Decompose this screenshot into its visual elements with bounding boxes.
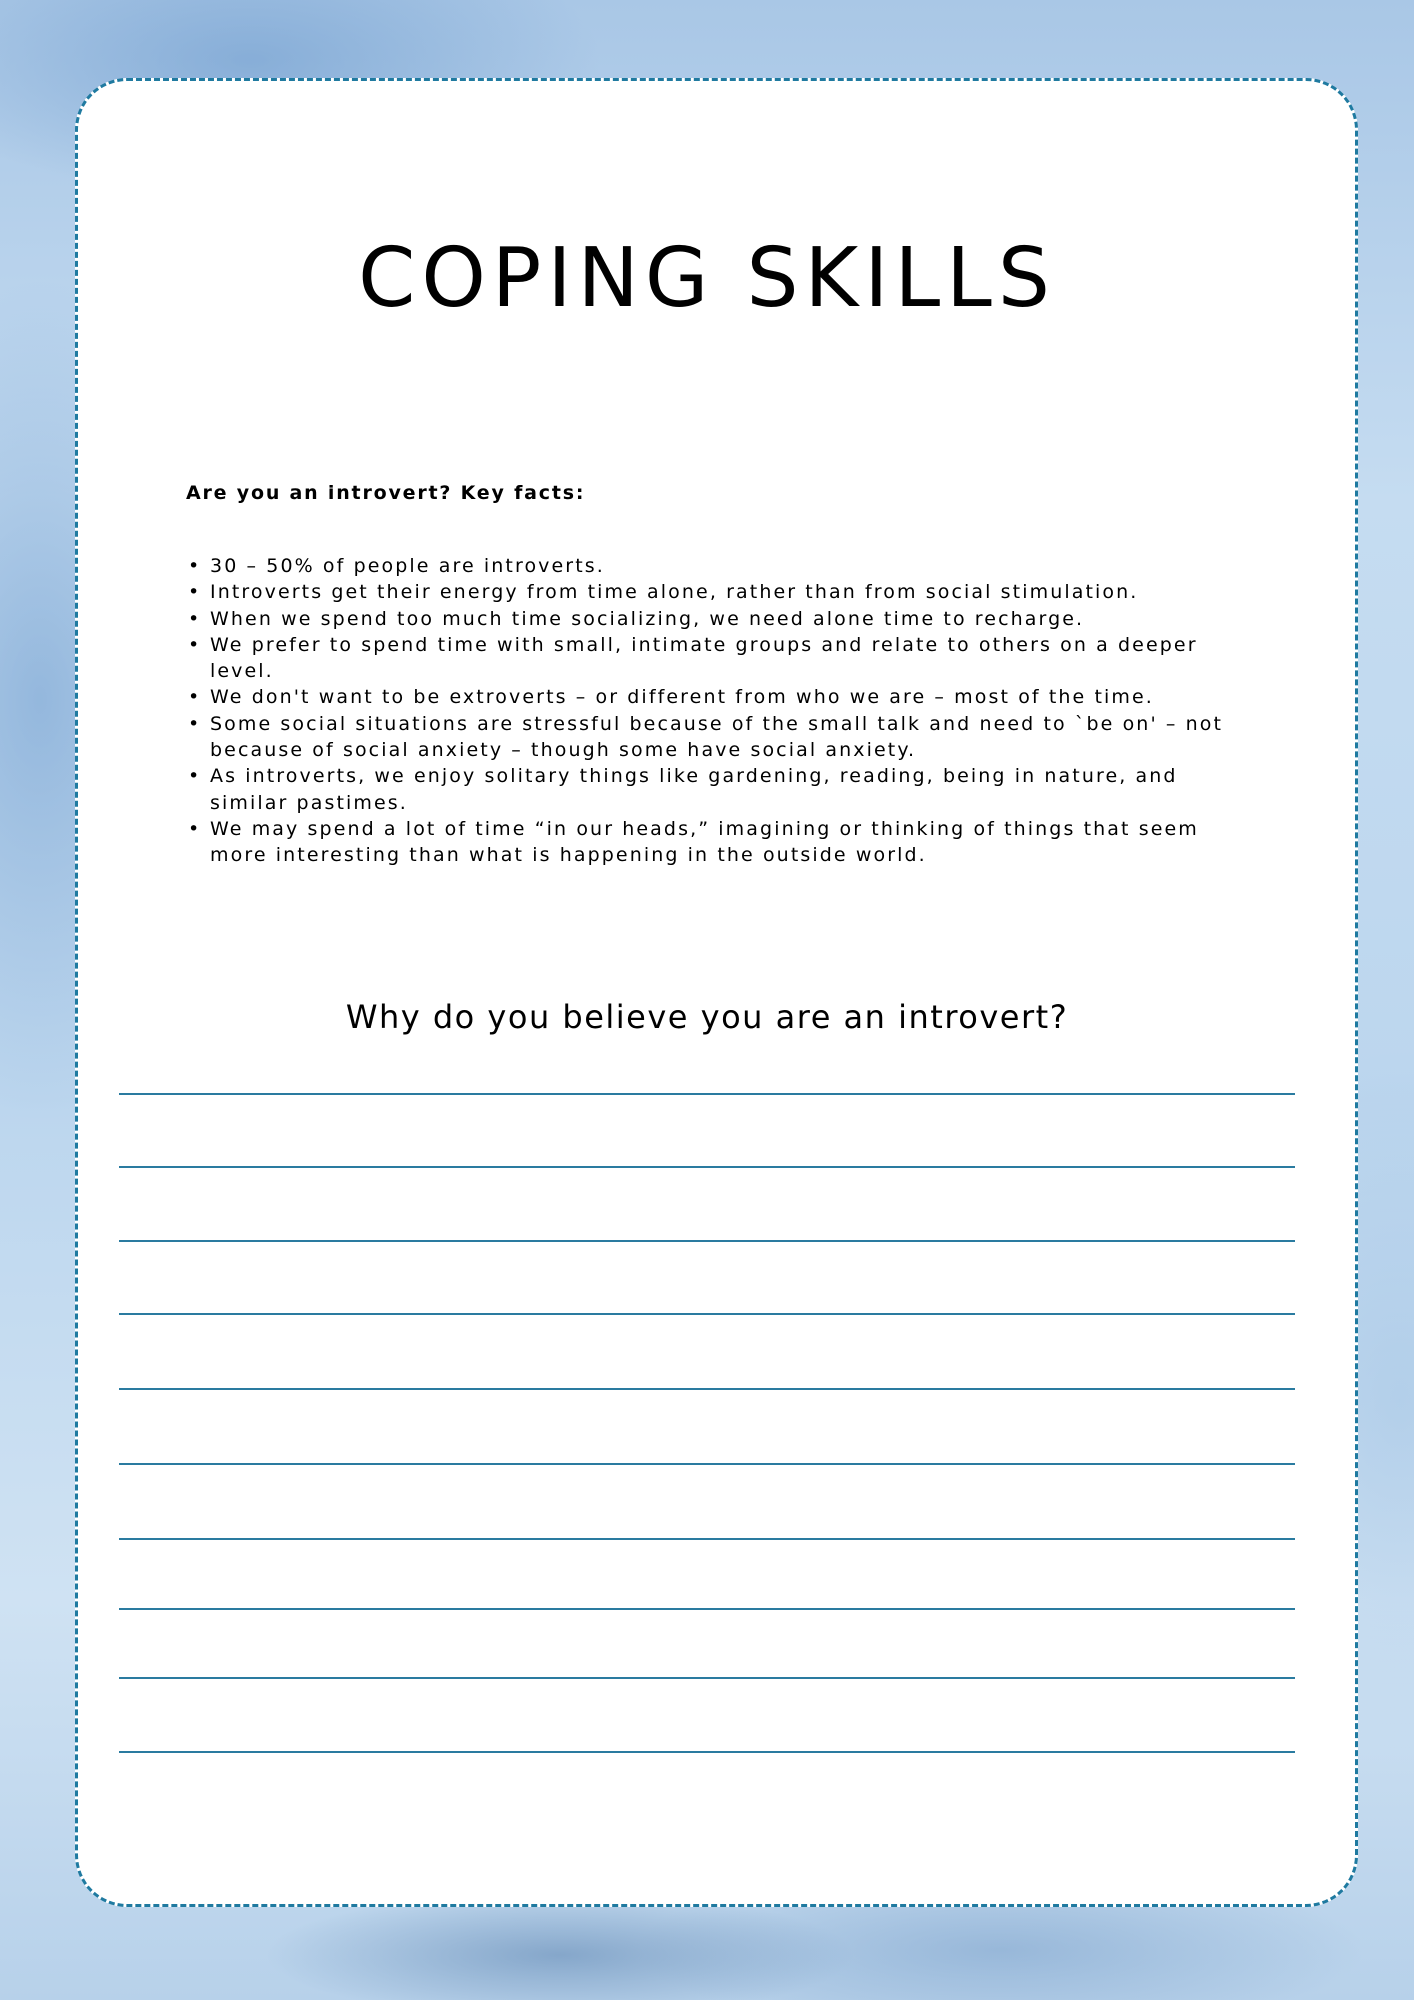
- answer-line[interactable]: [119, 1166, 1295, 1168]
- answer-line[interactable]: [119, 1388, 1295, 1390]
- fact-text: We prefer to spend time with small, intimate groups and relate to others on a deeper level.: [210, 633, 1198, 683]
- answer-line[interactable]: [119, 1608, 1295, 1610]
- fact-item: [188, 553, 1260, 579]
- answer-line[interactable]: [119, 1463, 1295, 1465]
- fact-item: [188, 816, 1260, 869]
- fact-item: [188, 711, 1260, 764]
- fact-text: Some social situations are stressful because of the small talk and need to `be on' – not because of social anxiety – though some have social anxiety.: [210, 712, 1224, 762]
- fact-item: [188, 684, 1260, 710]
- fact-text: Introverts get their energy from time alone, rather than from social stimulation.: [210, 581, 1139, 604]
- fact-item: [188, 763, 1260, 816]
- worksheet-card: [75, 78, 1358, 1907]
- answer-line[interactable]: [119, 1538, 1295, 1540]
- question-prompt: Why do you believe you are an introvert?: [345, 998, 1069, 1036]
- fact-text: When we spend too much time socializing, we need alone time to recharge.: [210, 607, 1085, 630]
- fact-text: We don't want to be extroverts – or different from who we are – most of the time.: [210, 686, 1154, 709]
- answer-line[interactable]: [119, 1093, 1295, 1095]
- bullet-icon: •: [188, 765, 202, 788]
- bullet-icon: •: [188, 712, 202, 735]
- bullet-icon: •: [188, 555, 202, 577]
- answer-line[interactable]: [119, 1751, 1295, 1753]
- bullet-icon: •: [188, 633, 202, 656]
- fact-text: As introverts, we enjoy solitary things like gardening, reading, being in nature, and similar pastimes.: [210, 765, 1178, 814]
- bullet-icon: •: [188, 817, 202, 840]
- bullet-icon: •: [188, 581, 202, 604]
- answer-line[interactable]: [119, 1240, 1295, 1242]
- fact-item: [188, 632, 1260, 685]
- fact-item: [188, 606, 1260, 632]
- page-title: COPING SKILLS: [358, 231, 1056, 326]
- facts-heading: Are you an introvert? Key facts:: [186, 482, 586, 504]
- bullet-icon: •: [188, 686, 202, 709]
- answer-line[interactable]: [119, 1313, 1295, 1315]
- fact-text: We may spend a lot of time “in our heads,” imagining or thinking of things that seem more interesting than what is happening in the outside world.: [210, 817, 1199, 867]
- facts-list: [186, 553, 1260, 869]
- fact-item: [188, 579, 1260, 605]
- bullet-icon: •: [188, 607, 202, 630]
- answer-line[interactable]: [119, 1677, 1295, 1679]
- fact-text: 30 – 50% of people are introverts.: [210, 555, 605, 577]
